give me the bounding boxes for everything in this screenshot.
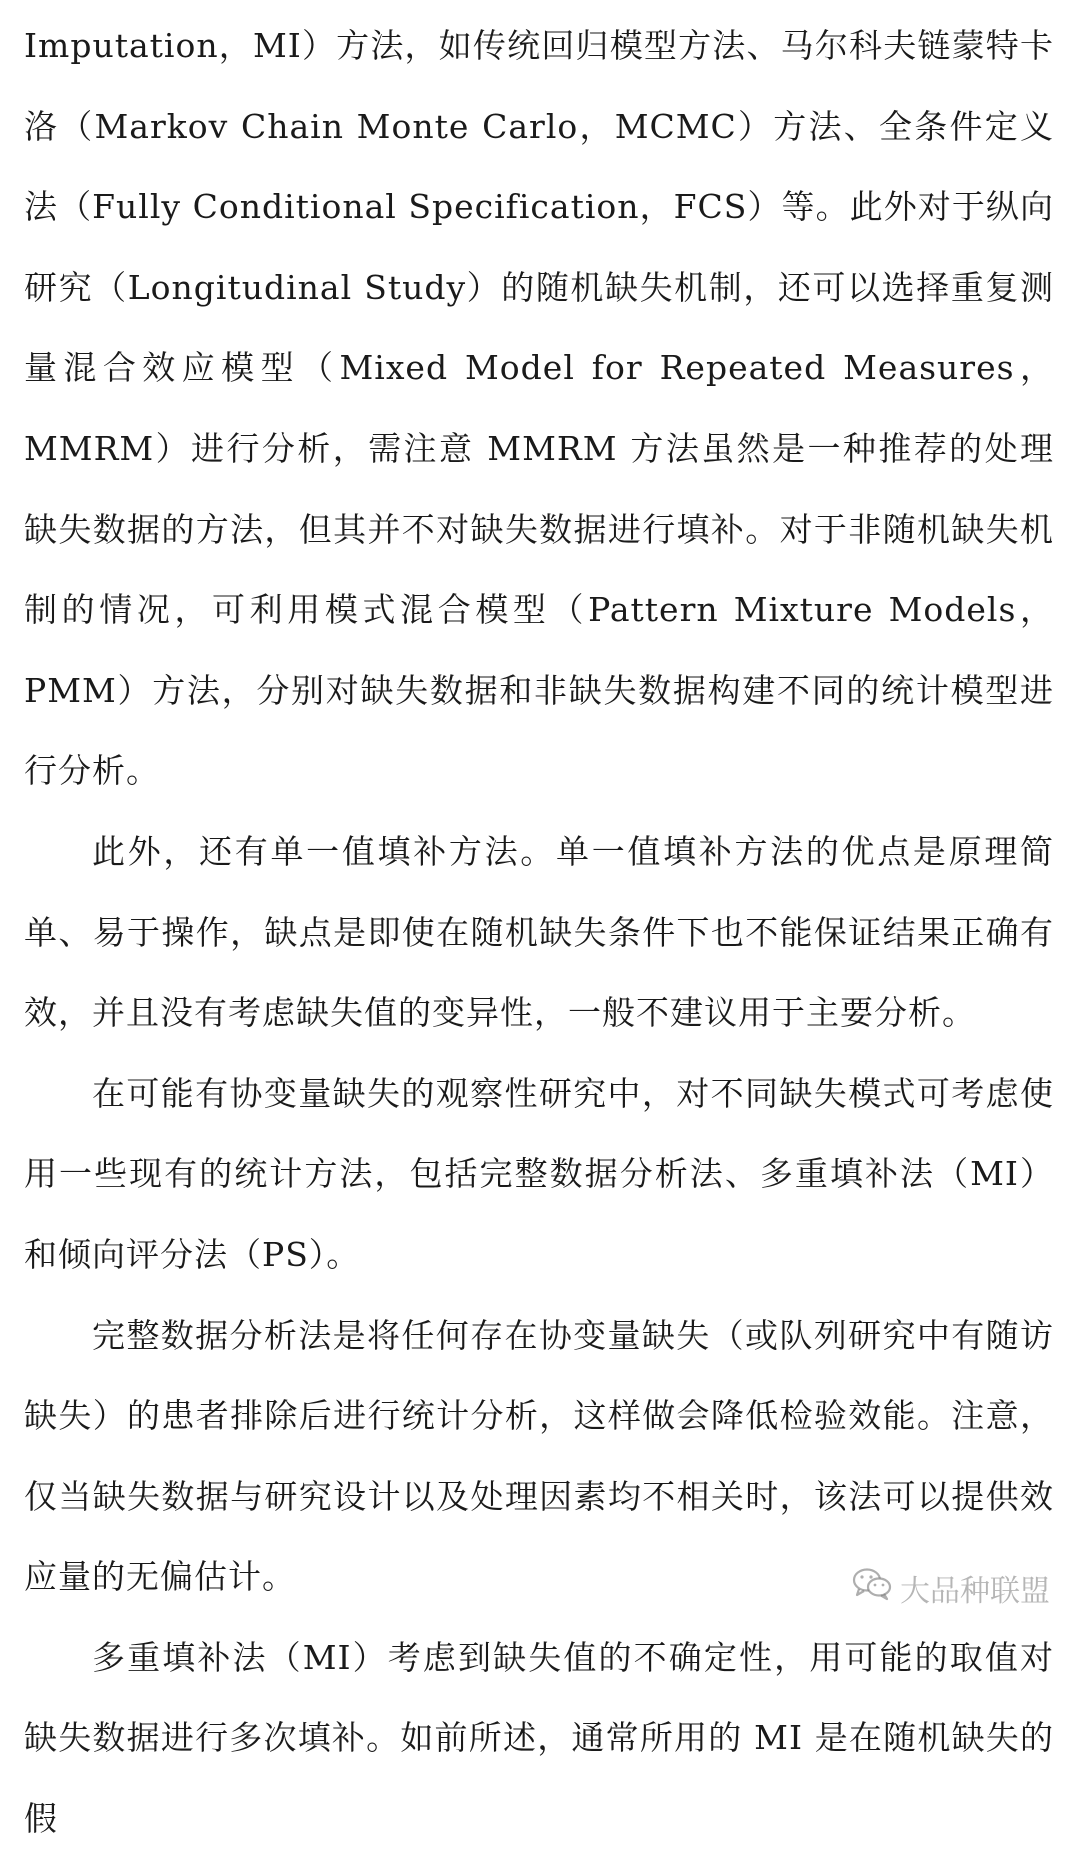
- paragraph-1: Imputation，MI）方法，如传统回归模型方法、马尔科夫链蒙特卡洛（Markov Chain Monte Carlo，MCMC）方法、全条件定义法（Fully Conditional Specification，FCS）等。此外对于纵向研究（Longitudinal Study）的随机缺失机制，还可以选择重复测量混合效应模型（Mixed Model for Repeated Measures，MMRM）进行分析，需注意 MMRM 方法虽然是一种推荐的处理缺失数据的方法，但其并不对缺失数据进行填补。对于非随机缺失机制的情况，可利用模式混合模型（Pattern Mixture Models，PMM）方法，分别对缺失数据和非缺失数据构建不同的统计模型进行分析。: [24, 26, 1054, 791]
- watermark-text: 大品种联盟: [900, 1574, 1050, 1609]
- document-body: [24, 6, 1054, 1860]
- paragraph-4: 完整数据分析法是将任何存在协变量缺失（或队列研究中有随访缺失）的患者排除后进行统计分析，这样做会降低检验效能。注意，仅当缺失数据与研究设计以及处理因素均不相关时，该法可以提供效应量的无偏估计。: [24, 1315, 1054, 1597]
- paragraph-3: 在可能有协变量缺失的观察性研究中，对不同缺失模式可考虑使用一些现有的统计方法，包括完整数据分析法、多重填补法（MI）和倾向评分法（PS）。: [24, 1073, 1054, 1274]
- paragraph-5: 多重填补法（MI）考虑到缺失值的不确定性，用可能的取值对缺失数据进行多次填补。如前所述，通常所用的 MI 是在随机缺失的假: [24, 1637, 1054, 1839]
- paragraph-2: 此外，还有单一值填补方法。单一值填补方法的优点是原理简单、易于操作，缺点是即使在随机缺失条件下也不能保证结果正确有效，并且没有考虑缺失值的变异性，一般不建议用于主要分析。: [24, 831, 1054, 1033]
